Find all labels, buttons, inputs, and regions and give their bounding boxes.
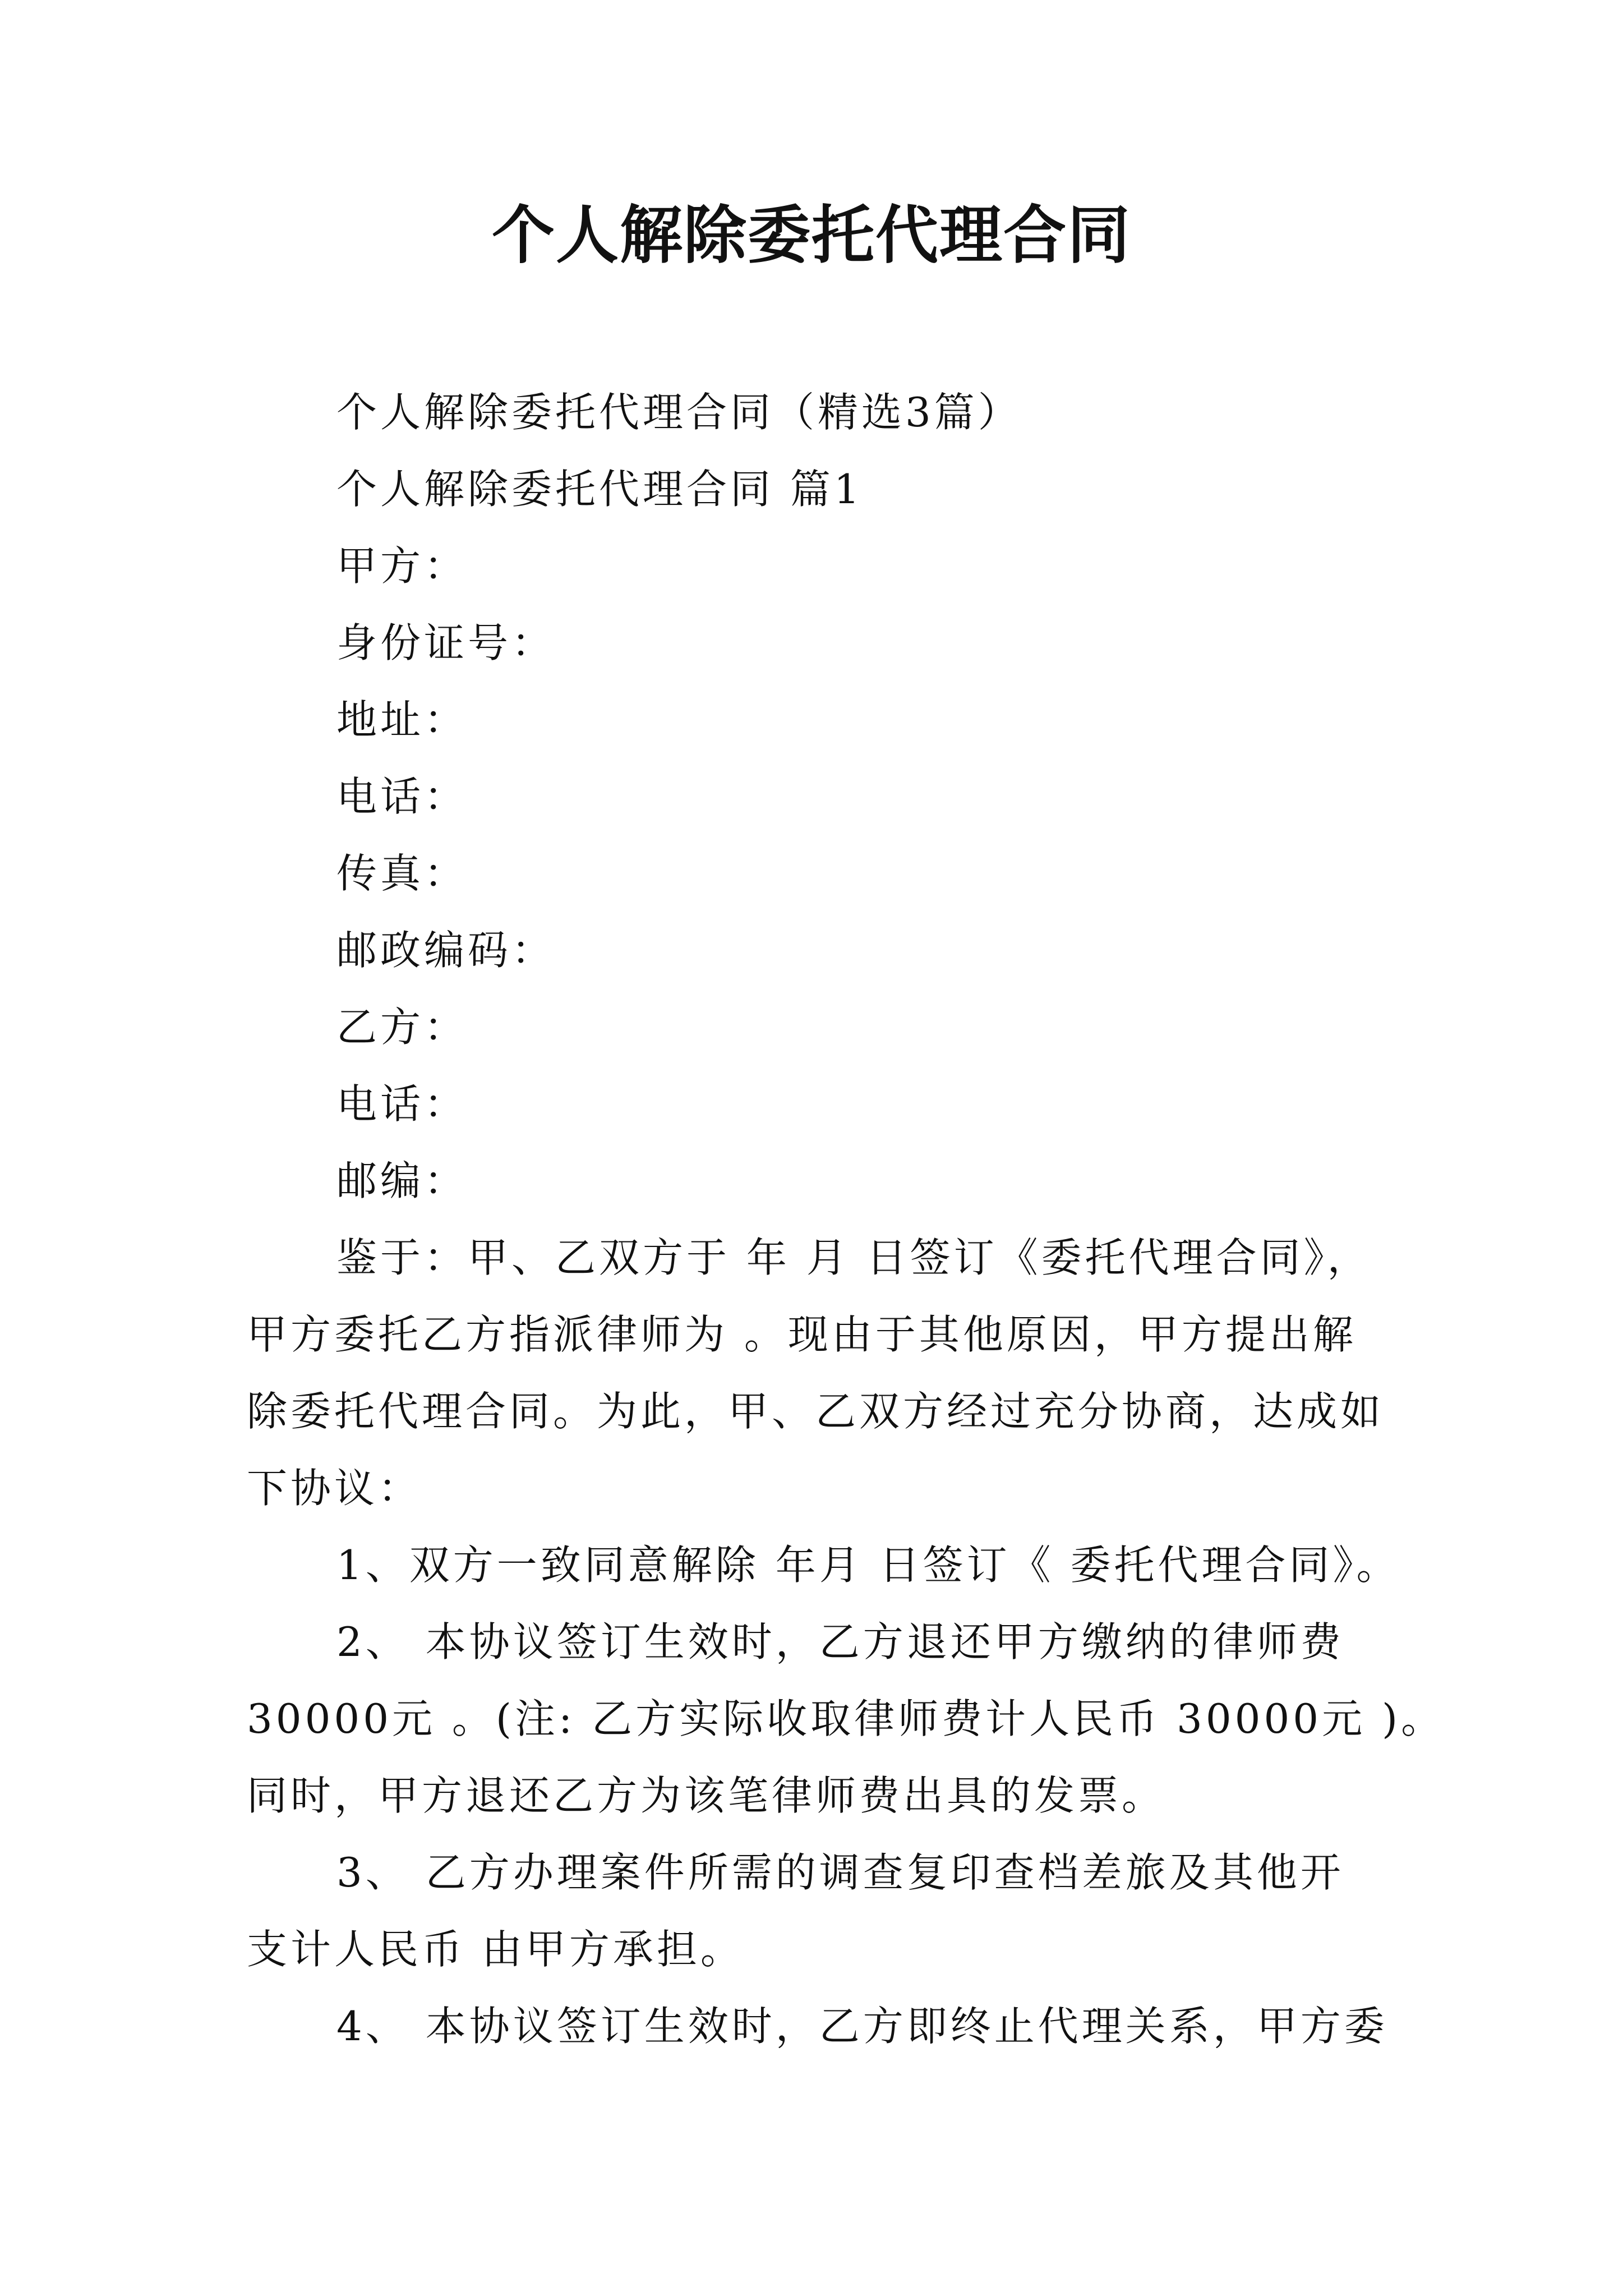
paragraph-line: 鉴于：甲、乙双方于 年 月 日签订《委托代理合同》， [336,1234,1371,1281]
field-phone-b: 电话： [336,1080,468,1128]
clause-4-line: 4、 本协议签订生效时，乙方即终止代理关系，甲方委 [336,2003,1388,2050]
field-phone-a: 电话： [336,773,468,820]
field-party-a: 甲方： [336,542,468,590]
section-heading: 个人解除委托代理合同 篇1 [336,466,863,513]
document-subtitle: 个人解除委托代理合同（精选3篇） [336,389,1022,436]
clause-3-line: 3、 乙方办理案件所需的调查复印查档差旅及其他开 [336,1849,1344,1896]
clause-1: 1、双方一致同意解除 年月 日签订《 委托代理合同》。 [336,1542,1400,1589]
field-address: 地址： [336,696,468,743]
paragraph-line: 除委托代理合同。为此，甲、乙双方经过充分协商，达成如 [247,1388,1385,1435]
field-fax: 传真： [336,850,468,897]
field-party-b: 乙方： [336,1004,468,1051]
clause-2-line: 2、 本协议签订生效时，乙方退还甲方缴纳的律师费 [336,1618,1344,1665]
document-title: 个人解除委托代理合同 [492,199,1131,272]
field-id-number: 身份证号： [336,619,556,666]
field-postal-code: 邮政编码： [336,927,556,974]
field-postcode-b: 邮编： [336,1157,468,1204]
clause-2-line: 同时，甲方退还乙方为该笔律师费出具的发票。 [247,1772,1166,1819]
paragraph-line: 甲方委托乙方指派律师为 。现由于其他原因，甲方提出解 [247,1311,1357,1358]
clause-2-line: 30000元 。(注: 乙方实际收取律师费计人民币 30000元 )。 [247,1695,1445,1742]
clause-3-line: 支计人民币 由甲方承担。 [247,1926,744,1973]
paragraph-line: 下协议： [247,1465,422,1512]
